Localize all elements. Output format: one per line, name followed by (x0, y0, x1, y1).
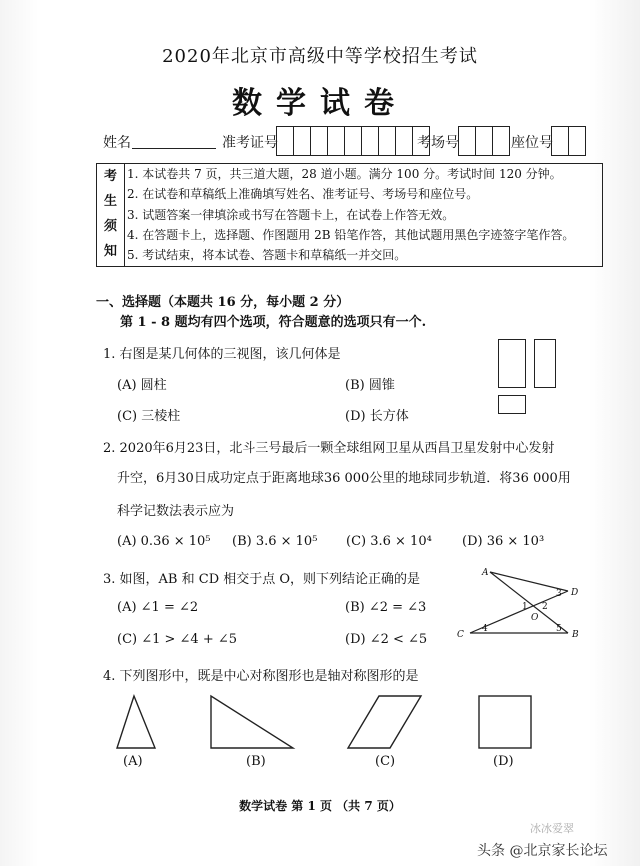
page-footer: 数学试卷 第 1 页 （共 7 页） (239, 799, 401, 813)
point-a-label: A (482, 568, 489, 578)
isosceles-triangle-shape (117, 696, 155, 748)
q4-label-d: (D) (493, 754, 514, 769)
square-shape (479, 696, 531, 748)
notes-item: 3. 试题答案一律填涂或书写在答题卡上，在试卷上作答无效。 (127, 207, 455, 222)
angle-2-label: 2 (542, 602, 548, 612)
point-c-label: C (457, 630, 464, 640)
question-4-stem: 4. 下列图形中，既是中心对称图形也是轴对称图形的是 (103, 669, 419, 684)
top-view-rect (498, 395, 526, 414)
side-view-rect (534, 339, 556, 388)
question-2-line1: 2. 2020年6月23日，北斗三号最后一颗全球组网卫星从西昌卫星发射中心发射 (103, 441, 555, 456)
q3-option-d: (D) ∠2 < ∠5 (345, 632, 428, 647)
point-d-label: D (571, 588, 579, 598)
notes-item: 1. 本试卷共 7 页，共三道大题，28 道小题。满分 100 分。考试时间 120 分钟。 (127, 167, 562, 181)
notes-side-label: 考 生 须 知 (97, 164, 125, 266)
q1-option-c: (C) 三棱柱 (117, 409, 181, 424)
point-o-label: O (531, 613, 539, 623)
parallelogram-shape (348, 696, 421, 748)
q3-intersecting-lines-figure (452, 562, 592, 644)
question-2-line3: 科学记数法表示应为 (117, 504, 235, 519)
name-label: 姓名 (103, 135, 131, 151)
q4-label-a: (A) (123, 754, 143, 769)
q3-option-c: (C) ∠1 > ∠4 + ∠5 (117, 632, 238, 647)
seat-label: 座位号 (511, 135, 553, 151)
angle-1-label: 1 (522, 602, 528, 612)
angle-4-label: 4 (482, 624, 488, 634)
q1-option-d: (D) 长方体 (345, 409, 409, 424)
faded-watermark: 冰冰爱翠 (530, 822, 574, 835)
notes-item: 5. 考试结束，将本试卷、答题卡和草稿纸一并交回。 (127, 248, 407, 263)
q1-option-b: (B) 圆锥 (345, 378, 395, 393)
q3-option-b: (B) ∠2 = ∠3 (345, 600, 427, 615)
point-b-label: B (572, 630, 579, 640)
q3-option-a: (A) ∠1 = ∠2 (117, 600, 199, 615)
exam-title: 2020年北京市高级中等学校招生考试 (162, 46, 478, 67)
notes-item: 4. 在答题卡上，选择题、作图题用 2B 铅笔作答，其他试题用黑色字迹签字笔作答。 (127, 227, 575, 242)
question-3-stem: 3. 如图，AB 和 CD 相交于点 O，则下列结论正确的是 (103, 572, 421, 587)
question-1-stem: 1. 右图是某几何体的三视图，该几何体是 (103, 347, 341, 362)
ticket-number-boxes[interactable] (277, 126, 430, 156)
angle-3-label: 3 (556, 589, 562, 599)
candidate-notes-box (96, 163, 603, 267)
name-field[interactable] (132, 132, 216, 149)
q2-option-d: (D) 36 × 10³ (462, 534, 545, 549)
source-watermark: 头条 @北京家长论坛 (477, 843, 608, 859)
room-label: 考场号 (417, 135, 459, 151)
paper-title: 数学试卷 (232, 86, 408, 121)
q1-option-a: (A) 圆柱 (117, 378, 167, 393)
q2-option-a: (A) 0.36 × 10⁵ (117, 534, 211, 549)
q2-option-b: (B) 3.6 × 10⁵ (232, 534, 318, 549)
front-view-rect (498, 339, 526, 388)
notes-item: 2. 在试卷和草稿纸上准确填写姓名、准考证号、考场号和座位号。 (127, 187, 479, 202)
right-triangle-shape (211, 696, 293, 748)
q4-label-c: (C) (375, 754, 396, 769)
seat-number-boxes[interactable] (552, 126, 586, 156)
notes-list (127, 164, 574, 265)
question-2-line2: 升空，6月30日成功定点于距离地球36 000公里的地球同步轨道．将36 000用 (117, 471, 571, 486)
angle-5-label: 5 (556, 624, 562, 634)
room-number-boxes[interactable] (459, 126, 510, 156)
q4-shapes-figure (100, 690, 540, 770)
section-title: 一、选择题（本题共 16 分，每小题 2 分） (96, 295, 350, 310)
section-instruction: 第 1 - 8 题均有四个选项，符合题意的选项只有一个. (120, 315, 427, 330)
ticket-label: 准考证号 (222, 135, 278, 151)
q2-option-c: (C) 3.6 × 10⁴ (346, 534, 432, 549)
q4-label-b: (B) (246, 754, 266, 769)
